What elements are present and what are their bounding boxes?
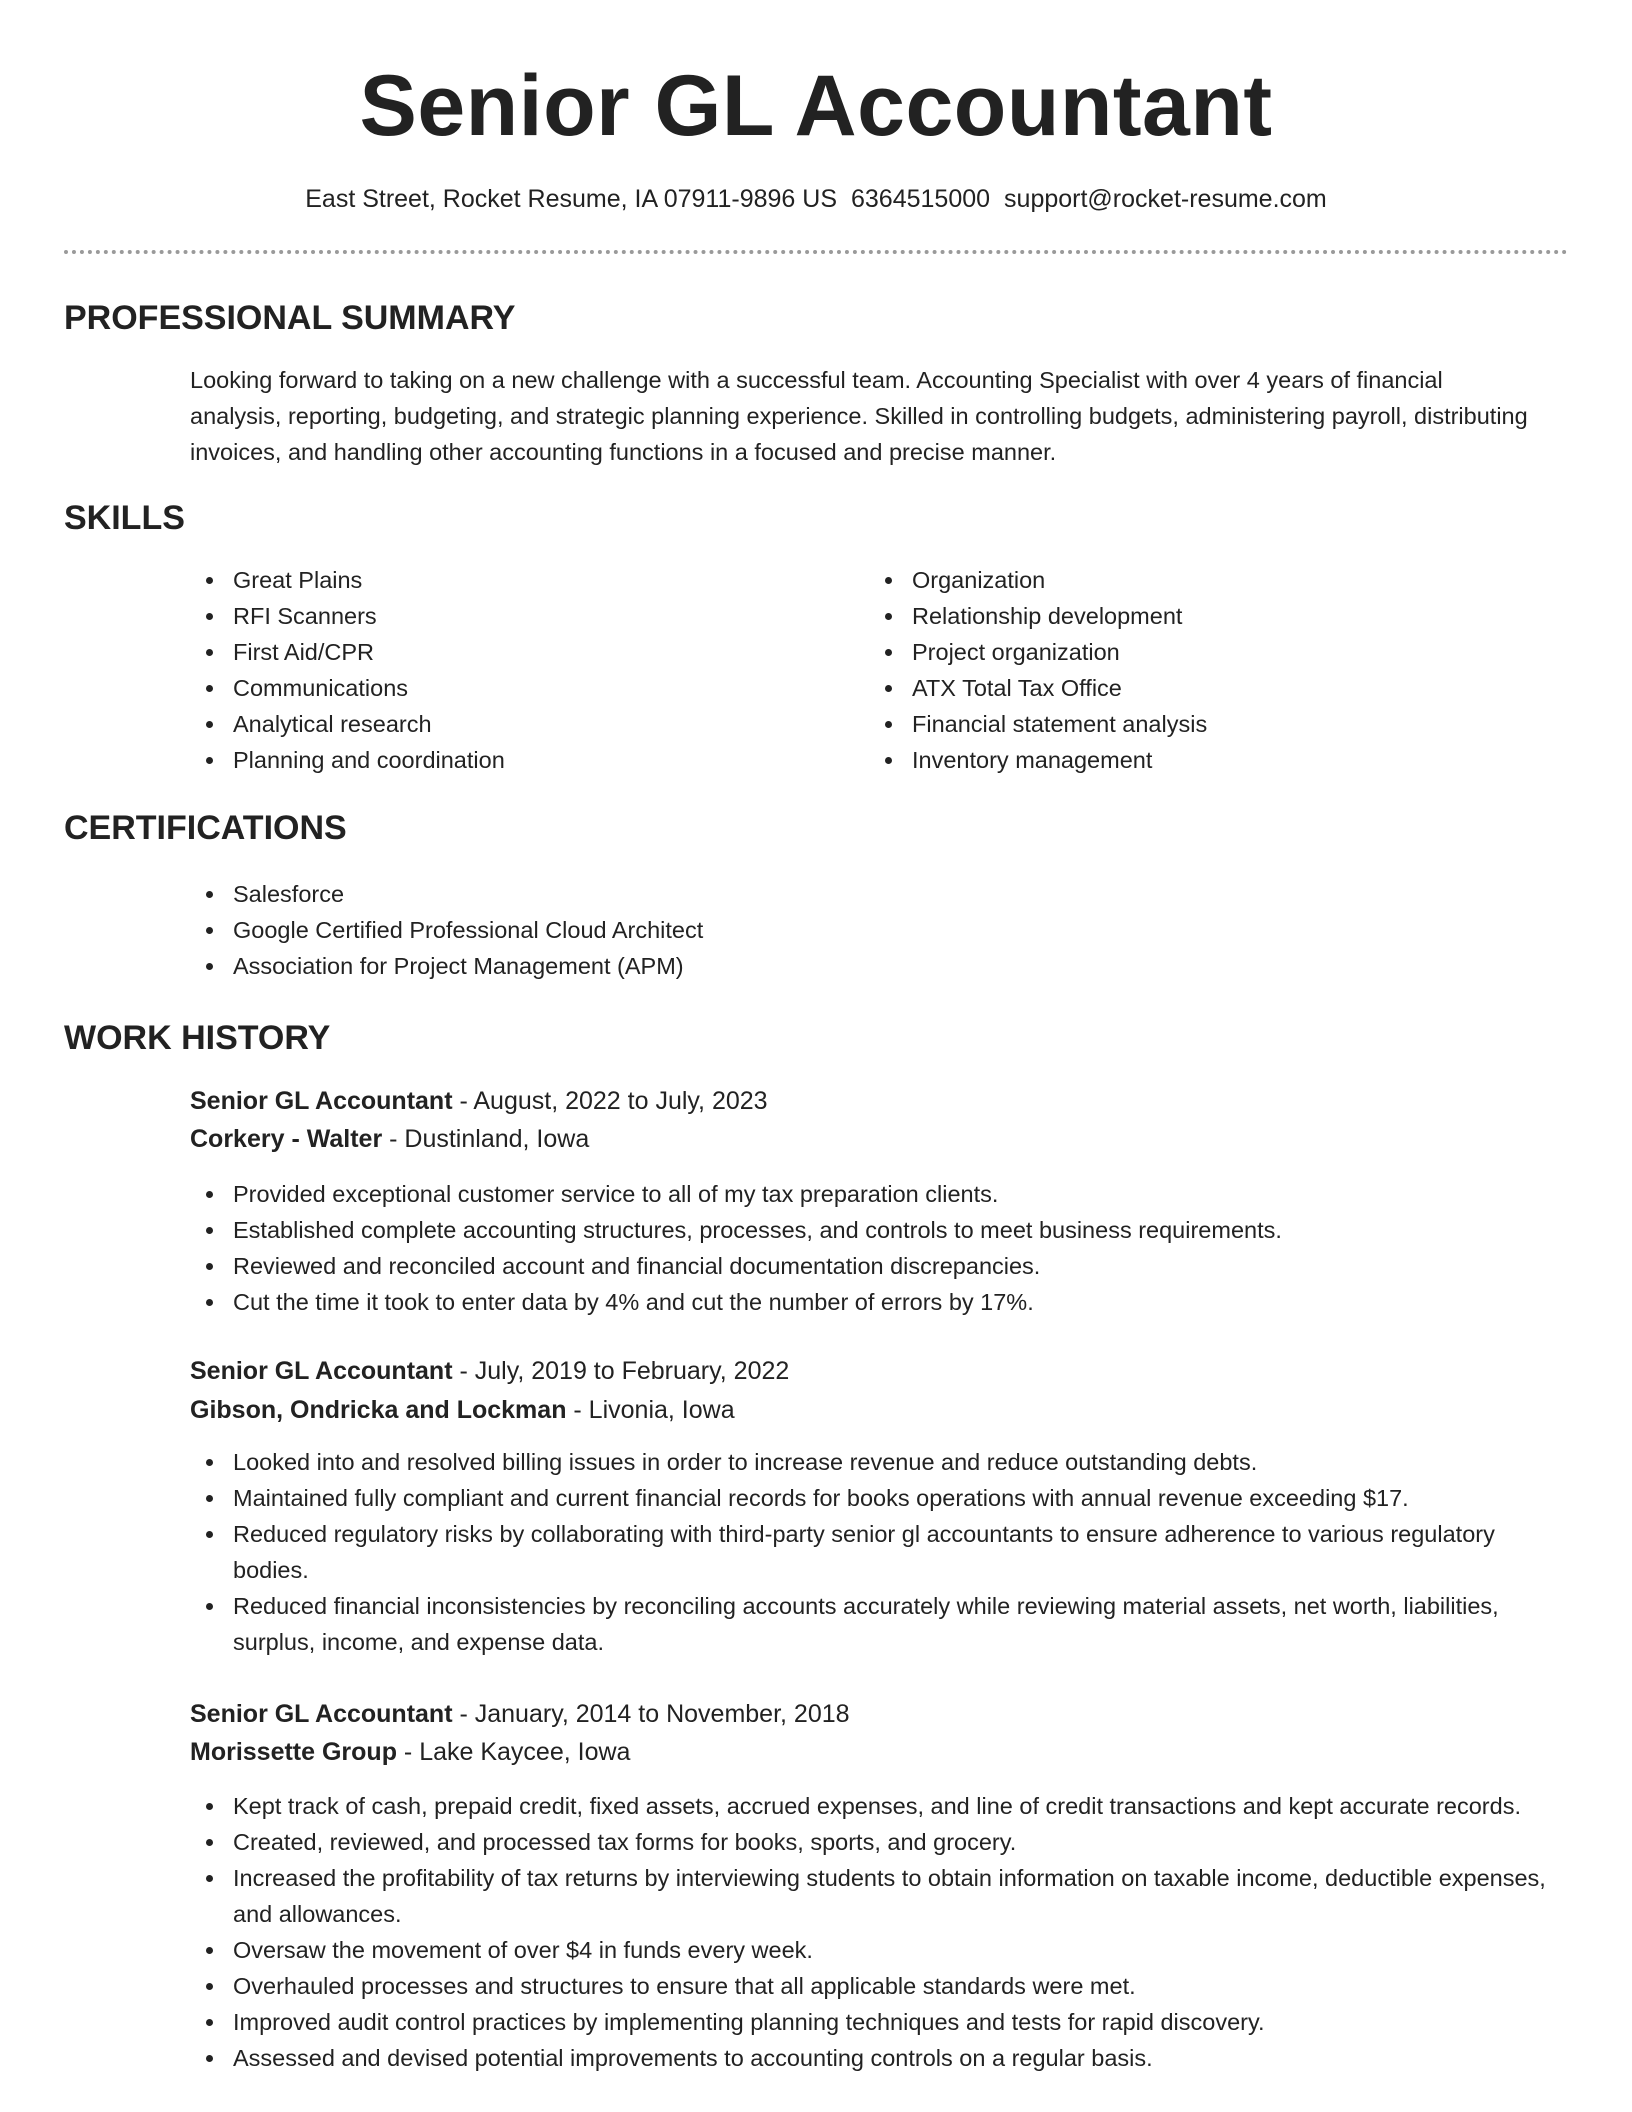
skill-item: Relationship development	[869, 598, 1529, 634]
skill-item: Inventory management	[869, 742, 1529, 778]
skill-item: Organization	[869, 562, 1529, 598]
skills-left-column	[190, 562, 850, 778]
job-bullet: Reduced financial inconsistencies by reconciling accounts accurately while reviewing material assets, net worth, liabilities, surplus, income, and expense data.	[190, 1588, 1550, 1660]
job-company: Gibson, Ondricka and Lockman	[190, 1396, 567, 1424]
job-bullet: Increased the profitability of tax returns by interviewing students to obtain information on taxable income, deductible expenses, and allowances.	[190, 1860, 1550, 1932]
job-bullet: Assessed and devised potential improvements to accounting controls on a regular basis.	[190, 2040, 1550, 2076]
contact-email: support@rocket-resume.com	[1004, 185, 1327, 213]
job-bullet: Reviewed and reconciled account and financial documentation discrepancies.	[190, 1248, 1550, 1284]
job-bullet: Established complete accounting structures, processes, and controls to meet business requirements.	[190, 1212, 1550, 1248]
certifications-heading: CERTIFICATIONS	[64, 809, 347, 847]
certifications-list	[190, 876, 1490, 984]
job-role: Senior GL Accountant	[190, 1087, 453, 1115]
job-bullet-list	[190, 1788, 1550, 2076]
work-history-heading: WORK HISTORY	[64, 1019, 331, 1057]
skill-item: Great Plains	[190, 562, 850, 598]
certification-item: Association for Project Management (APM)	[190, 948, 1490, 984]
job-bullet: Reduced regulatory risks by collaborating with third-party senior gl accountants to ensure adherence to various regulatory bodies.	[190, 1516, 1550, 1588]
job-bullet: Created, reviewed, and processed tax forms for books, sports, and grocery.	[190, 1824, 1550, 1860]
job-role: Senior GL Accountant	[190, 1357, 453, 1385]
job-bullet: Cut the time it took to enter data by 4% and cut the number of errors by 17%.	[190, 1284, 1550, 1320]
skill-item: Project organization	[869, 634, 1529, 670]
header-divider	[64, 250, 1568, 254]
job-bullet: Oversaw the movement of over $4 in funds every week.	[190, 1932, 1550, 1968]
skill-item: Analytical research	[190, 706, 850, 742]
job-company-line	[190, 1391, 1530, 1429]
job-bullet: Provided exceptional customer service to all of my tax preparation clients.	[190, 1176, 1550, 1212]
summary-heading: PROFESSIONAL SUMMARY	[64, 299, 516, 337]
job-company: Morissette Group	[190, 1738, 397, 1766]
skill-item: Communications	[190, 670, 850, 706]
job-bullet: Maintained fully compliant and current financial records for books operations with annual revenue exceeding $17.	[190, 1480, 1550, 1516]
job-bullet: Overhauled processes and structures to ensure that all applicable standards were met.	[190, 1968, 1550, 2004]
skill-item: First Aid/CPR	[190, 634, 850, 670]
skills-right-column	[869, 562, 1529, 778]
job-company-line	[190, 1120, 1530, 1158]
certification-item: Google Certified Professional Cloud Architect	[190, 912, 1490, 948]
job-bullet-list	[190, 1444, 1550, 1660]
certification-item: Salesforce	[190, 876, 1490, 912]
job-bullet: Kept track of cash, prepaid credit, fixed assets, accrued expenses, and line of credit transactions and kept accurate records.	[190, 1788, 1550, 1824]
job-company-line	[190, 1733, 1530, 1771]
job-bullet: Improved audit control practices by implementing planning techniques and tests for rapid discovery.	[190, 2004, 1550, 2040]
summary-text: Looking forward to taking on a new challenge with a successful team. Accounting Specialist with over 4 years of financial analysis, reporting, budgeting, and strategic planning experience. Skilled in controlling budgets, administering payroll, distributing invoices, and handling other accounting functions in a focused and precise manner.	[190, 367, 1528, 465]
skill-item: RFI Scanners	[190, 598, 850, 634]
job-role: Senior GL Accountant	[190, 1700, 453, 1728]
skills-heading: SKILLS	[64, 499, 185, 537]
resume-name: Senior GL Accountant	[359, 58, 1273, 154]
job-title-line	[190, 1082, 1530, 1120]
contact-line	[0, 182, 1632, 216]
job-dates: - August, 2022 to July, 2023	[452, 1087, 768, 1115]
job-dates: - January, 2014 to November, 2018	[452, 1700, 850, 1728]
job-location: - Lake Kaycee, Iowa	[396, 1738, 631, 1766]
skill-item: Financial statement analysis	[869, 706, 1529, 742]
job-bullet-list	[190, 1176, 1550, 1320]
job-bullet: Looked into and resolved billing issues in order to increase revenue and reduce outstanding debts.	[190, 1444, 1550, 1480]
job-dates: - July, 2019 to February, 2022	[452, 1357, 790, 1385]
contact-address: East Street, Rocket Resume, IA 07911-9896 US	[305, 185, 837, 213]
contact-phone: 6364515000	[851, 185, 991, 213]
job-title-line	[190, 1695, 1530, 1733]
job-title-line	[190, 1352, 1530, 1390]
job-location: - Livonia, Iowa	[566, 1396, 735, 1424]
job-location: - Dustinland, Iowa	[382, 1125, 590, 1153]
job-company: Corkery - Walter	[190, 1125, 383, 1153]
skill-item: ATX Total Tax Office	[869, 670, 1529, 706]
skill-item: Planning and coordination	[190, 742, 850, 778]
